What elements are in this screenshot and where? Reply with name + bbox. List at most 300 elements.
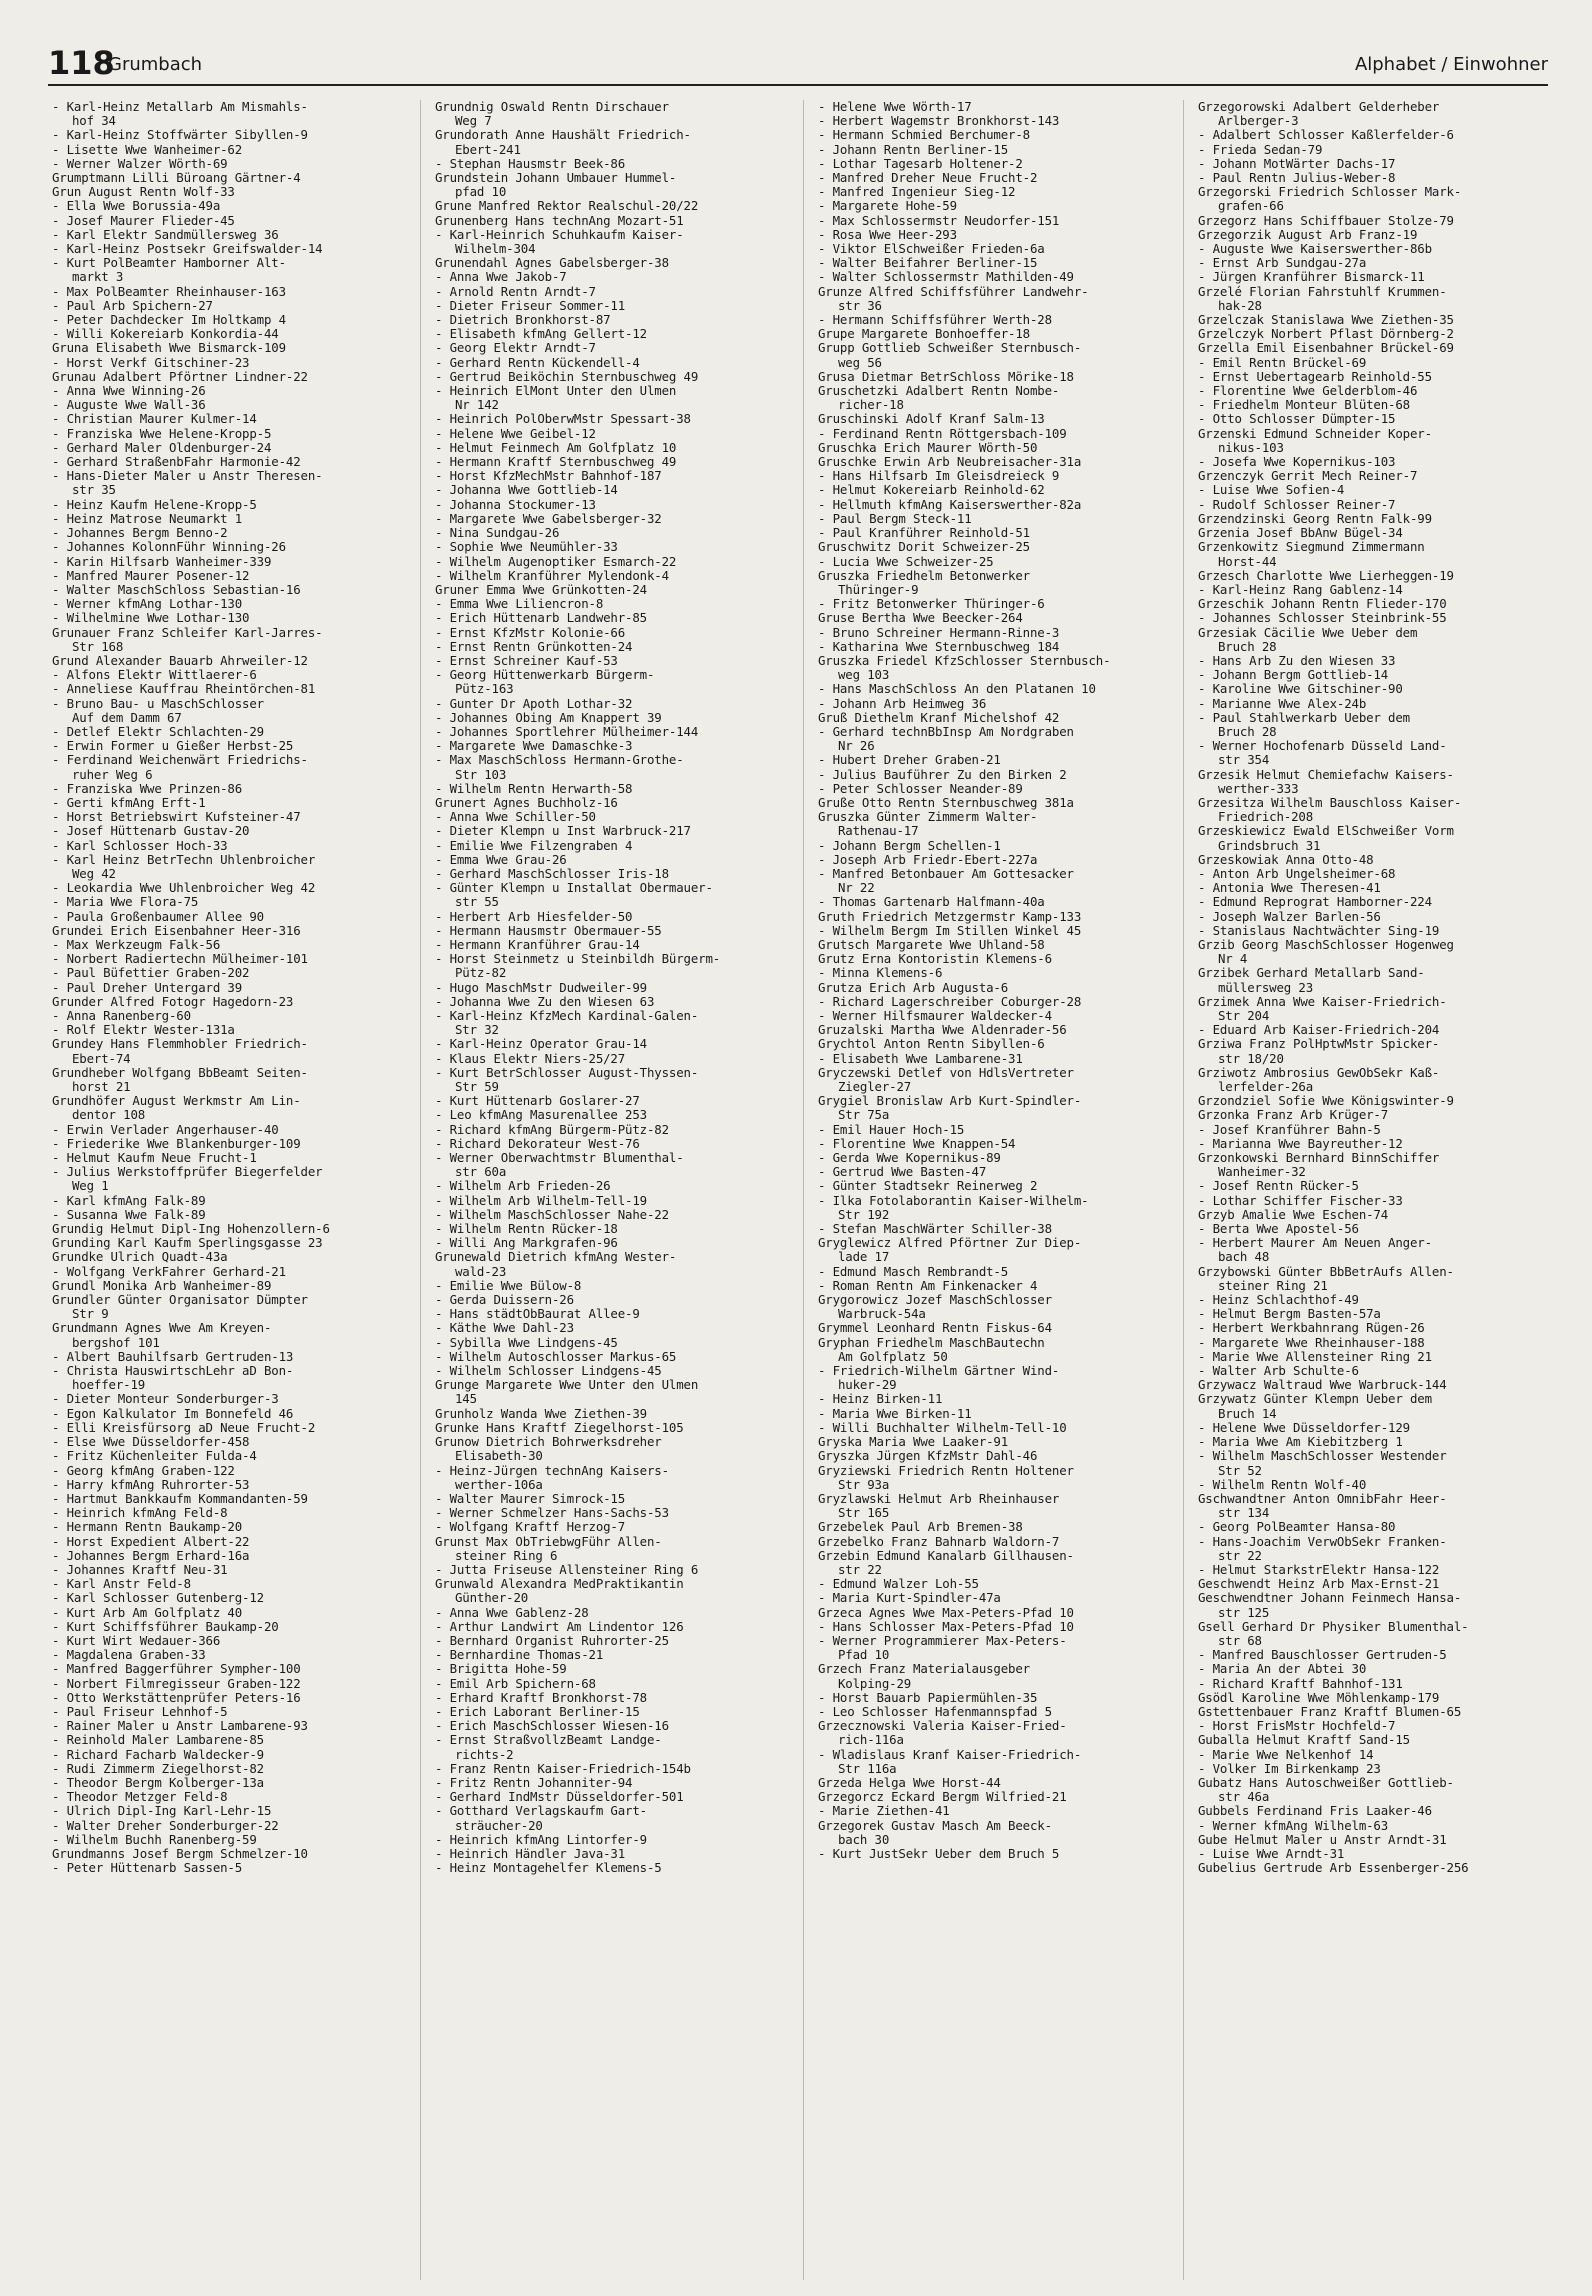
directory-entry: - Walter Schlossermstr Mathilden-49 xyxy=(818,269,1074,285)
directory-entry: - Walter Beifahrer Berliner-15 xyxy=(818,255,1038,271)
directory-entry: Gruschke Erwin Arb Neubreisacher-31a xyxy=(818,454,1082,470)
directory-entry: - Hermann Schmied Berchumer-8 xyxy=(818,127,1030,143)
directory-entry: - Hans städtObBaurat Allee-9 xyxy=(435,1306,640,1322)
directory-entry: - Karin Hilfsarb Wanheimer-339 xyxy=(52,553,272,569)
directory-entry: - Bruno Bau- u MaschSchlosser Auf dem Damm 67 xyxy=(52,695,264,725)
directory-entry: - Florentine Wwe Gelderblom-46 xyxy=(1198,383,1418,399)
directory-entry: - Katharina Wwe Sternbuschweg 184 xyxy=(818,638,1060,654)
directory-entry: - Bruno Schreiner Hermann-Rinne-3 xyxy=(818,624,1060,640)
directory-entry: Grundmanns Josef Bergm Schmelzer-10 xyxy=(52,1845,308,1861)
directory-entry: - Heinz-Jürgen technAng Kaisers- werther-106a xyxy=(435,1462,669,1492)
directory-entry: - Erwin Former u Gießer Herbst-25 xyxy=(52,738,294,754)
directory-entry: - Horst Betriebswirt Kufsteiner-47 xyxy=(52,809,301,825)
directory-entry: - Ferdinand Rentn Röttgersbach-109 xyxy=(818,425,1067,441)
directory-entry: - Margarete Hohe-59 xyxy=(818,198,957,214)
directory-entry: - Erhard Kraftf Bronkhorst-78 xyxy=(435,1689,647,1705)
directory-entry: - Maria Kurt-Spindler-47a xyxy=(818,1590,1001,1606)
directory-entry: - Josef Kranführer Bahn-5 xyxy=(1198,1121,1381,1137)
directory-entry: Grzegorski Friedrich Schlosser Mark- grafen-66 xyxy=(1198,184,1462,214)
directory-entry: - Anna Wwe Jakob-7 xyxy=(435,269,567,285)
directory-entry: Grygiel Bronislaw Arb Kurt-Spindler- Str 75a xyxy=(818,1093,1082,1123)
column-3 xyxy=(818,100,1158,2280)
directory-entry: Grzenski Edmund Schneider Koper- nikus-103 xyxy=(1198,425,1432,455)
directory-entry: - Heinz Kaufm Helene-Kropp-5 xyxy=(52,496,257,512)
directory-entry: Grun August Rentn Wolf-33 xyxy=(52,184,235,200)
directory-entry: - Otto Schlosser Dümpter-15 xyxy=(1198,411,1396,427)
directory-entry: Grzeskowiak Anna Otto-48 xyxy=(1198,851,1374,867)
directory-entry: - Erwin Verlader Angerhauser-40 xyxy=(52,1121,279,1137)
directory-entry: - Ernst StraßvollzBeamt Landge- richts-2 xyxy=(435,1732,662,1762)
directory-entry: - Volker Im Birkenkamp 23 xyxy=(1198,1760,1381,1776)
directory-entry: Grzywacz Waltraud Wwe Warbruck-144 xyxy=(1198,1377,1447,1393)
directory-entry: Grymmel Leonhard Rentn Fiskus-64 xyxy=(818,1320,1052,1336)
directory-entry: - Johannes Obing Am Knappert 39 xyxy=(435,709,662,725)
column-divider xyxy=(803,100,804,2280)
directory-entry: - Marie Ziethen-41 xyxy=(818,1803,950,1819)
directory-entry: Gryczewski Detlef von HdlsVertreter Ziegler-27 xyxy=(818,1064,1074,1095)
directory-entry: - Heinrich Händler Java-31 xyxy=(435,1845,626,1861)
directory-entry: - Roman Rentn Am Finkenacker 4 xyxy=(818,1277,1038,1293)
directory-entry: - Horst Expedient Albert-22 xyxy=(52,1533,250,1549)
directory-entry: - Hans-Joachim VerwObSekr Franken- str 22 xyxy=(1198,1533,1447,1563)
directory-entry: Grzegorz Hans Schiffbauer Stolze-79 xyxy=(1198,212,1454,228)
directory-entry: - Walter MaschSchloss Sebastian-16 xyxy=(52,581,301,597)
column-4 xyxy=(1198,100,1538,2280)
directory-entry: - Hans Arb Zu den Wiesen 33 xyxy=(1198,652,1396,668)
directory-entry: - Emilie Wwe Filzengraben 4 xyxy=(435,837,633,853)
directory-entry: - Kurt JustSekr Ueber dem Bruch 5 xyxy=(818,1845,1060,1861)
directory-entry: - Karl Schlosser Hoch-33 xyxy=(52,837,228,853)
directory-entry: Grzelczak Stanislawa Wwe Ziethen-35 xyxy=(1198,312,1454,328)
directory-entry: - Rudolf Schlosser Reiner-7 xyxy=(1198,496,1396,512)
directory-entry: - Ernst Uebertagearb Reinhold-55 xyxy=(1198,368,1432,384)
directory-entry: Gryska Maria Wwe Laaker-91 xyxy=(818,1434,1009,1450)
directory-entry: - Alfons Elektr Wittlaerer-6 xyxy=(52,667,257,683)
directory-entry: - Walter Arb Schulte-6 xyxy=(1198,1363,1359,1379)
directory-entry: - Karl Elektr Sandmüllersweg 36 xyxy=(52,226,279,242)
directory-entry: - Wilhelm Kranführer Mylendonk-4 xyxy=(435,567,669,583)
directory-entry: - Kurt BetrSchlosser August-Thyssen- Str 59 xyxy=(435,1064,699,1095)
directory-entry: - Georg PolBeamter Hansa-80 xyxy=(1198,1519,1396,1535)
directory-entry: Grzendzinski Georg Rentn Falk-99 xyxy=(1198,510,1432,526)
directory-entry: Gruschinski Adolf Kranf Salm-13 xyxy=(818,411,1045,427)
directory-entry: - Wilhelm MaschSchlosser Nahe-22 xyxy=(435,1206,669,1222)
directory-entry: - Franziska Wwe Prinzen-86 xyxy=(52,780,243,796)
directory-entry: - Horst Verkf Gitschiner-23 xyxy=(52,354,250,370)
directory-entry: - Kurt PolBeamter Hamborner Alt- markt 3 xyxy=(52,255,286,285)
directory-entry: - Hans Hilfsarb Im Gleisdreieck 9 xyxy=(818,468,1060,484)
directory-entry: - Thomas Gartenarb Halfmann-40a xyxy=(818,894,1045,910)
directory-entry: - Wilhelm Schlosser Lindgens-45 xyxy=(435,1363,662,1379)
directory-entry: - Leokardia Wwe Uhlenbroicher Weg 42 xyxy=(52,880,316,896)
page-header xyxy=(48,44,1548,86)
directory-entry: - Magdalena Graben-33 xyxy=(52,1647,206,1663)
directory-entry: - Else Wwe Düsseldorfer-458 xyxy=(52,1434,250,1450)
directory-entry: - Kurt Hüttenarb Goslarer-27 xyxy=(435,1093,640,1109)
directory-entry: Grzimek Anna Wwe Kaiser-Friedrich- Str 204 xyxy=(1198,993,1447,1023)
directory-entry: - Horst Bauarb Papiermühlen-35 xyxy=(818,1689,1038,1705)
directory-entry: - Wilhelm MaschSchlosser Westender Str 52 xyxy=(1198,1448,1447,1478)
directory-entry: - Heinz Birken-11 xyxy=(818,1391,943,1407)
directory-entry: - Hermann Schiffsführer Werth-28 xyxy=(818,312,1052,328)
directory-entry: Grzondziel Sofie Wwe Königswinter-9 xyxy=(1198,1093,1454,1109)
directory-entry: Grzebin Edmund Kanalarb Gillhausen- str 22 xyxy=(818,1547,1074,1577)
directory-entry: - Heinz Matrose Neumarkt 1 xyxy=(52,510,243,526)
directory-entry: - Helmut Feinmech Am Golfplatz 10 xyxy=(435,439,677,455)
directory-entry: - Detlef Elektr Schlachten-29 xyxy=(52,723,264,739)
directory-entry: Grunke Hans Kraftf Ziegelhorst-105 xyxy=(435,1419,684,1435)
directory-entry: - Ferdinand Weichenwärt Friedrichs- ruher Weg 6 xyxy=(52,752,308,782)
directory-entry: - Wilhelmine Wwe Lothar-130 xyxy=(52,610,250,626)
directory-entry: Grzesiak Cäcilie Wwe Ueber dem Bruch 28 xyxy=(1198,624,1418,654)
directory-entry: Grunewald Dietrich kfmAng Wester- wald-23 xyxy=(435,1249,677,1279)
column-divider xyxy=(1183,100,1184,2280)
directory-entry: - Gertrud Wwe Basten-47 xyxy=(818,1164,987,1180)
directory-entry: Gryziewski Friedrich Rentn Holtener Str 93a xyxy=(818,1462,1074,1492)
directory-entry: Grziwa Franz PolHptwMstr Spicker- str 18/20 xyxy=(1198,1036,1440,1066)
directory-entry: - Dieter Klempn u Inst Warbruck-217 xyxy=(435,823,691,839)
directory-entry: Grundheber Wolfgang BbBeamt Seiten- horst 21 xyxy=(52,1064,308,1095)
directory-entry: - Richard kfmAng Bürgerm-Pütz-82 xyxy=(435,1121,669,1137)
directory-entry: - Erich Hüttenarb Landwehr-85 xyxy=(435,610,647,626)
directory-entry: - Bernhardine Thomas-21 xyxy=(435,1647,604,1663)
directory-entry: - Karl-Heinz Rang Gablenz-14 xyxy=(1198,581,1403,597)
directory-entry: - Werner Hilfsmaurer Waldecker-4 xyxy=(818,1008,1052,1023)
directory-entry: - Ernst Schreiner Kauf-53 xyxy=(435,652,618,668)
directory-entry: - Hans Schlosser Max-Peters-Pfad 10 xyxy=(818,1618,1074,1634)
directory-entry: - Heinrich PolOberwMstr Spessart-38 xyxy=(435,411,691,427)
directory-entry: - Heinrich kfmAng Lintorfer-9 xyxy=(435,1831,647,1847)
directory-entry: - Max Schlossermstr Neudorfer-151 xyxy=(818,212,1060,228)
directory-entry: - Sophie Wwe Neumühler-33 xyxy=(435,539,618,555)
directory-entry: Grunwald Alexandra MedPraktikantin Günther-20 xyxy=(435,1576,684,1606)
directory-entry: Grzeca Agnes Wwe Max-Peters-Pfad 10 xyxy=(818,1604,1074,1620)
section-title: Alphabet / Einwohner xyxy=(1354,54,1548,75)
directory-entry: - Frieda Sedan-79 xyxy=(1198,141,1323,157)
directory-entry: - Lucia Wwe Schweizer-25 xyxy=(818,553,994,569)
directory-entry: - Georg Elektr Arndt-7 xyxy=(435,340,596,356)
directory-entry: - Franziska Wwe Helene-Kropp-5 xyxy=(52,425,272,441)
directory-entry: - Norbert Filmregisseur Graben-122 xyxy=(52,1675,301,1691)
directory-entry: - Theodor Bergm Kolberger-13a xyxy=(52,1774,264,1790)
page-number: 118 xyxy=(48,44,115,82)
directory-entry: - Paul Rentn Julius-Weber-8 xyxy=(1198,170,1396,186)
directory-entry: Grzegorowski Adalbert Gelderheber Arlberger-3 xyxy=(1198,100,1440,129)
directory-entry: Grupp Gottlieb Schweißer Sternbusch- weg 56 xyxy=(818,340,1082,370)
directory-entry: Grzegorcz Eckard Bergm Wilfried-21 xyxy=(818,1789,1067,1805)
directory-entry: Grundler Günter Organisator Dümpter Str 9 xyxy=(52,1292,308,1322)
directory-entry: Grzeskiewicz Ewald ElSchweißer Vorm Grindsbruch 31 xyxy=(1198,823,1454,853)
directory-entry: - Anna Ranenberg-60 xyxy=(52,1008,191,1023)
directory-entry: Grzonkowski Bernhard BinnSchiffer Wanheimer-32 xyxy=(1198,1150,1440,1180)
directory-entry: - Fritz Betonwerker Thüringer-6 xyxy=(818,596,1045,612)
directory-entry: Grundnig Oswald Rentn Dirschauer Weg 7 xyxy=(435,100,669,129)
directory-entry: - Florentine Wwe Knappen-54 xyxy=(818,1135,1016,1151)
directory-entry: Gruna Elisabeth Wwe Bismarck-109 xyxy=(52,340,286,356)
directory-entry: - Manfred Maurer Posener-12 xyxy=(52,567,250,583)
directory-entry: - Johanna Wwe Zu den Wiesen 63 xyxy=(435,993,655,1009)
directory-entry: - Paul Dreher Untergard 39 xyxy=(52,979,243,995)
directory-entry: - Werner Walzer Wörth-69 xyxy=(52,155,228,171)
directory-entry: - Herbert Maurer Am Neuen Anger- bach 48 xyxy=(1198,1235,1432,1265)
directory-entry: - Anton Arb Ungelsheimer-68 xyxy=(1198,865,1396,881)
directory-entry: - Johannes Bergm Benno-2 xyxy=(52,525,228,541)
directory-entry: Grundke Ulrich Quadt-43a xyxy=(52,1249,228,1265)
directory-entry: - Käthe Wwe Dahl-23 xyxy=(435,1320,574,1336)
directory-entry: - Margarete Wwe Damaschke-3 xyxy=(435,738,633,754)
directory-entry: Grunding Karl Kaufm Sperlingsgasse 23 xyxy=(52,1235,323,1251)
directory-entry: - Peter Schlosser Neander-89 xyxy=(818,780,1023,796)
directory-entry: - Friedhelm Monteur Blüten-68 xyxy=(1198,397,1410,413)
directory-entry: Grusa Dietmar BetrSchloss Mörike-18 xyxy=(818,368,1074,384)
directory-entry: - Emma Wwe Grau-26 xyxy=(435,851,567,867)
directory-entry: - Richard Kraftf Bahnhof-131 xyxy=(1198,1675,1403,1691)
directory-entry: - Werner Oberwachtmstr Blumenthal- str 60a xyxy=(435,1150,684,1180)
directory-entry: - Leo Schlosser Hafenmannspfad 5 xyxy=(818,1703,1052,1719)
directory-entry: - Margarete Wwe Rheinhauser-188 xyxy=(1198,1334,1425,1350)
directory-entry: - Gerhard technBbInsp Am Nordgraben Nr 26 xyxy=(818,723,1074,754)
directory-entry: - Albert Bauhilfsarb Gertruden-13 xyxy=(52,1348,294,1364)
directory-entry: - Gunter Dr Apoth Lothar-32 xyxy=(435,695,633,711)
directory-entry: - Emilie Wwe Bülow-8 xyxy=(435,1277,582,1293)
directory-entry: - Karl-Heinz KfzMech Kardinal-Galen- Str 32 xyxy=(435,1008,699,1038)
directory-entry: - Johannes Kraftf Neu-31 xyxy=(52,1561,228,1577)
directory-entry: - Josef Maurer Flieder-45 xyxy=(52,212,235,228)
directory-entry: - Lothar Schiffer Fischer-33 xyxy=(1198,1192,1403,1208)
directory-entry: Geschwendt Heinz Arb Max-Ernst-21 xyxy=(1198,1576,1440,1592)
directory-entry: - Stanislaus Nachtwächter Sing-19 xyxy=(1198,922,1440,938)
directory-entry: - Wilhelm Bergm Im Stillen Winkel 45 xyxy=(818,922,1082,938)
directory-entry: - Hermann Hausmstr Obermauer-55 xyxy=(435,922,662,938)
directory-entry: - Max MaschSchloss Hermann-Grothe- Str 103 xyxy=(435,752,684,782)
directory-entry: - Hartmut Bankkaufm Kommandanten-59 xyxy=(52,1490,308,1506)
directory-entry: - Johannes Schlosser Steinbrink-55 xyxy=(1198,610,1447,626)
directory-entry: - Max PolBeamter Rheinhauser-163 xyxy=(52,283,286,299)
directory-entry: - Anna Wwe Schiller-50 xyxy=(435,809,596,825)
directory-entry: - Karl-Heinz Metallarb Am Mismahls- hof 34 xyxy=(52,100,308,129)
directory-entry: Grziwotz Ambrosius GewObSekr Kaß- lerfelder-26a xyxy=(1198,1064,1440,1095)
directory-entry: - Karl-Heinrich Schuhkaufm Kaiser- Wilhelm-304 xyxy=(435,226,684,257)
directory-entry: - Luise Wwe Sofien-4 xyxy=(1198,482,1345,498)
directory-entry: - Werner kfmAng Lothar-130 xyxy=(52,596,243,612)
directory-entry: - Karoline Wwe Gitschiner-90 xyxy=(1198,681,1403,697)
directory-entry: - Horst Steinmetz u Steinbildh Bürgerm- Pütz-82 xyxy=(435,951,721,981)
directory-entry: - Maria Wwe Birken-11 xyxy=(818,1405,972,1421)
directory-entry: - Emma Wwe Liliencron-8 xyxy=(435,596,604,612)
directory-entry: Grunau Adalbert Pförtner Lindner-22 xyxy=(52,368,308,384)
directory-entry: - Berta Wwe Apostel-56 xyxy=(1198,1221,1359,1237)
directory-entry: - Hermann Kranführer Grau-14 xyxy=(435,936,640,952)
directory-entry: Grunert Agnes Buchholz-16 xyxy=(435,794,618,810)
directory-entry: - Auguste Wwe Kaiserswerther-86b xyxy=(1198,241,1432,257)
directory-entry: - Anneliese Kauffrau Rheintörchen-81 xyxy=(52,681,316,697)
directory-entry: Gubatz Hans Autoschweißer Gottlieb- str 46a xyxy=(1198,1774,1454,1805)
directory-entry: - Helene Wwe Düsseldorfer-129 xyxy=(1198,1419,1410,1435)
directory-entry: Grzegorzik August Arb Franz-19 xyxy=(1198,226,1418,242)
directory-entry: - Edmund Masch Rembrandt-5 xyxy=(818,1263,1009,1279)
directory-entry: - Maria An der Abtei 30 xyxy=(1198,1661,1367,1677)
directory-entry: - Emil Hauer Hoch-15 xyxy=(818,1121,965,1137)
directory-entry: - Willi Kokereiarb Konkordia-44 xyxy=(52,326,279,342)
directory-entry: - Hermann Kraftf Sternbuschweg 49 xyxy=(435,454,677,470)
directory-entry: - Richard Lagerschreiber Coburger-28 xyxy=(818,993,1082,1009)
directory-entry: - Wilhelm Arb Frieden-26 xyxy=(435,1178,611,1194)
directory-entry: Grutsch Margarete Wwe Uhland-58 xyxy=(818,936,1045,952)
directory-entry: - Walter Maurer Simrock-15 xyxy=(435,1490,626,1506)
directory-entry: - Ella Wwe Borussia-49a xyxy=(52,198,221,214)
directory-entry: - Georg Hüttenwerkarb Bürgerm- Pütz-163 xyxy=(435,667,655,697)
directory-entry: - Heinrich kfmAng Feld-8 xyxy=(52,1505,228,1521)
directory-entry: - Manfred Bauschlosser Gertruden-5 xyxy=(1198,1647,1447,1663)
directory-entry: Grzesch Charlotte Wwe Lierheggen-19 xyxy=(1198,567,1454,583)
directory-entry: - Hans-Dieter Maler u Anstr Theresen- str 35 xyxy=(52,468,323,498)
directory-entry: - Wilhelm Augenoptiker Esmarch-22 xyxy=(435,553,677,569)
directory-entry: Gryglewicz Alfred Pförtner Zur Diep- lade 17 xyxy=(818,1235,1082,1265)
directory-entry: - Hermann Rentn Baukamp-20 xyxy=(52,1519,243,1535)
directory-entry: - Johannes KolonnFühr Winning-26 xyxy=(52,539,286,555)
directory-entry: - Ernst KfzMstr Kolonie-66 xyxy=(435,624,626,640)
column-1 xyxy=(52,100,392,2280)
directory-entry: Grundhöfer August Werkmstr Am Lin- dentor 108 xyxy=(52,1093,301,1123)
directory-entry: Grunst Max ObTriebwgFühr Allen- steiner Ring 6 xyxy=(435,1533,662,1563)
directory-entry: - Max Werkzeugm Falk-56 xyxy=(52,936,221,952)
directory-entry: - Karl-Heinz Postsekr Greifswalder-14 xyxy=(52,241,323,257)
directory-entry: - Wilhelm Arb Wilhelm-Tell-19 xyxy=(435,1192,647,1208)
directory-entry: Gruth Friedrich Metzgermstr Kamp-133 xyxy=(818,908,1082,924)
directory-entry: - Christian Maurer Kulmer-14 xyxy=(52,411,257,427)
directory-entry: - Ernst Rentn Grünkotten-24 xyxy=(435,638,633,654)
directory-entry: - Johann Bergm Gottlieb-14 xyxy=(1198,667,1389,683)
directory-entry: - Herbert Arb Hiesfelder-50 xyxy=(435,908,633,924)
directory-entry: - Jürgen Kranführer Bismarck-11 xyxy=(1198,269,1425,285)
directory-entry: - Werner Schmelzer Hans-Sachs-53 xyxy=(435,1505,669,1521)
directory-entry: Gryzlawski Helmut Arb Rheinhauser Str 165 xyxy=(818,1490,1060,1521)
directory-entry: - Luise Wwe Arndt-31 xyxy=(1198,1845,1345,1861)
directory-entry: Grzenkowitz Siegmund Zimmermann Horst-44 xyxy=(1198,539,1425,569)
directory-entry: - Günter Klempn u Installat Obermauer- str 55 xyxy=(435,880,713,910)
directory-entry: Grzesik Helmut Chemiefachw Kaisers- werther-333 xyxy=(1198,766,1454,796)
directory-entry: - Wilhelm Rentn Herwarth-58 xyxy=(435,780,633,796)
directory-entry: - Johann Bergm Schellen-1 xyxy=(818,837,1001,853)
directory-entry: - Lisette Wwe Wanheimer-62 xyxy=(52,141,243,157)
directory-entry: - Nina Sundgau-26 xyxy=(435,525,560,541)
directory-entry: - Gerhard IndMstr Düsseldorfer-501 xyxy=(435,1789,684,1805)
directory-entry: - Josef Hüttenarb Gustav-20 xyxy=(52,823,250,839)
directory-entry: - Paul Bergm Steck-11 xyxy=(818,510,972,526)
directory-entry: - Fritz Rentn Johanniter-94 xyxy=(435,1774,633,1790)
directory-entry: Gruschka Erich Maurer Wörth-50 xyxy=(818,439,1038,455)
directory-entry: Grzebelek Paul Arb Bremen-38 xyxy=(818,1519,1023,1535)
place-name: Grumbach xyxy=(108,54,203,75)
directory-entry: - Marianna Wwe Bayreuther-12 xyxy=(1198,1135,1403,1151)
directory-entry: Grunow Dietrich Bohrwerksdreher Elisabeth-30 xyxy=(435,1434,662,1464)
directory-entry: - Karl-Heinz Stoffwärter Sibyllen-9 xyxy=(52,127,308,143)
directory-entry: - Horst KfzMechMstr Bahnhof-187 xyxy=(435,468,662,484)
directory-entry: - Arthur Landwirt Am Lindentor 126 xyxy=(435,1618,684,1634)
directory-entry: Grzyb Amalie Wwe Eschen-74 xyxy=(1198,1206,1389,1222)
directory-entry: Grupe Margarete Bonhoeffer-18 xyxy=(818,326,1030,342)
directory-entry: - Josefa Wwe Kopernikus-103 xyxy=(1198,454,1396,470)
directory-entry: Gruzalski Martha Wwe Aldenrader-56 xyxy=(818,1022,1067,1038)
directory-entry: - Werner kfmAng Wilhelm-63 xyxy=(1198,1817,1389,1833)
directory-entry: - Fritz Küchenleiter Fulda-4 xyxy=(52,1448,257,1464)
directory-entry: Gruße Otto Rentn Sternbuschweg 381a xyxy=(818,794,1074,810)
directory-entry: - Gerhard StraßenbFahr Harmonie-42 xyxy=(52,454,301,470)
directory-entry: Gruszka Friedhelm Betonwerker Thüringer-9 xyxy=(818,567,1030,597)
directory-entry: - Gerda Wwe Kopernikus-89 xyxy=(818,1150,1001,1166)
directory-entry: - Wladislaus Kranf Kaiser-Friedrich- Str 116a xyxy=(818,1746,1082,1776)
directory-entry: Grzenia Josef BbAnw Bügel-34 xyxy=(1198,525,1403,541)
directory-entry: - Kurt Arb Am Golfplatz 40 xyxy=(52,1604,243,1620)
directory-entry: - Peter Hüttenarb Sassen-5 xyxy=(52,1860,243,1876)
directory-entry: - Wilhelm Autoschlosser Markus-65 xyxy=(435,1348,677,1364)
directory-entry: Grzonka Franz Arb Krüger-7 xyxy=(1198,1107,1389,1123)
directory-entry: Gubelius Gertrude Arb Essenberger-256 xyxy=(1198,1860,1469,1876)
directory-entry: - Heinrich ElMont Unter den Ulmen Nr 142 xyxy=(435,383,677,413)
directory-entry: Grundmann Agnes Wwe Am Kreyen- bergshof 101 xyxy=(52,1320,272,1350)
directory-entry: - Hubert Dreher Graben-21 xyxy=(818,752,1001,768)
directory-entry: - Eduard Arb Kaiser-Friedrich-204 xyxy=(1198,1022,1440,1038)
directory-entry: Gschwandtner Anton OmnibFahr Heer- str 134 xyxy=(1198,1490,1447,1521)
directory-entry: - Helmut Kaufm Neue Frucht-1 xyxy=(52,1150,257,1166)
directory-entry: Grzech Franz Materialausgeber Kolping-29 xyxy=(818,1661,1030,1691)
directory-entry: - Erich Laborant Berliner-15 xyxy=(435,1703,640,1719)
directory-entry: - Rolf Elektr Wester-131a xyxy=(52,1022,235,1038)
directory-entry: - Gotthard Verlagskaufm Gart- sträucher-20 xyxy=(435,1803,647,1833)
directory-entry: - Paul Stahlwerkarb Ueber dem Bruch 28 xyxy=(1198,709,1410,739)
directory-entry: Grumptmann Lilli Büroang Gärtner-4 xyxy=(52,170,301,186)
directory-entry: - Georg kfmAng Graben-122 xyxy=(52,1462,235,1478)
directory-entry: Grunenberg Hans technAng Mozart-51 xyxy=(435,212,684,228)
directory-entry: Grundl Monika Arb Wanheimer-89 xyxy=(52,1277,272,1293)
directory-entry: - Franz Rentn Kaiser-Friedrich-154b xyxy=(435,1760,691,1776)
directory-entry: Grutz Erna Kontoristin Klemens-6 xyxy=(818,951,1052,967)
directory-entry: - Günter Stadtsekr Reinerweg 2 xyxy=(818,1178,1038,1194)
directory-entry: - Marie Wwe Allensteiner Ring 21 xyxy=(1198,1348,1432,1364)
directory-entry: - Auguste Wwe Wall-36 xyxy=(52,397,206,413)
directory-entry: - Emil Arb Spichern-68 xyxy=(435,1675,596,1691)
directory-entry: Grune Manfred Rektor Realschul-20/22 xyxy=(435,198,699,214)
directory-entry: Grundig Helmut Dipl-Ing Hohenzollern-6 xyxy=(52,1221,330,1237)
directory-entry: - Karl kfmAng Falk-89 xyxy=(52,1192,206,1208)
directory-entry: Grygorowicz Jozef MaschSchlosser Warbruck-54a xyxy=(818,1292,1052,1322)
directory-entry: Gubbels Ferdinand Fris Laaker-46 xyxy=(1198,1803,1432,1819)
directory-entry: - Friederike Wwe Blankenburger-109 xyxy=(52,1135,301,1151)
directory-entry: - Rudi Zimmerm Ziegelhorst-82 xyxy=(52,1760,264,1776)
directory-entry: - Wolfgang Kraftf Herzog-7 xyxy=(435,1519,626,1535)
directory-entry: Gruschwitz Dorit Schweizer-25 xyxy=(818,539,1030,555)
directory-entry: Gruszka Friedel KfzSchlosser Sternbusch- weg 103 xyxy=(818,652,1111,683)
directory-entry: - Johannes Sportlehrer Mülheimer-144 xyxy=(435,723,699,739)
directory-entry: - Erich MaschSchlosser Wiesen-16 xyxy=(435,1718,669,1734)
directory-entry: - Anna Wwe Winning-26 xyxy=(52,383,206,399)
directory-entry: Grundstein Johann Umbauer Hummel- pfad 10 xyxy=(435,170,677,200)
directory-entry: Grzelé Florian Fahrstuhlf Krummen- hak-28 xyxy=(1198,283,1447,313)
directory-entry: - Karl Schlosser Gutenberg-12 xyxy=(52,1590,264,1606)
directory-entry: - Paul Friseur Lehnhof-5 xyxy=(52,1703,228,1719)
directory-entry: - Manfred Betonbauer Am Gottesacker Nr 22 xyxy=(818,865,1074,896)
directory-entry: Grzecznowski Valeria Kaiser-Fried- rich-116a xyxy=(818,1718,1067,1748)
directory-entry: - Richard Dekorateur West-76 xyxy=(435,1135,640,1151)
directory-entry: - Herbert Wagemstr Bronkhorst-143 xyxy=(818,113,1060,129)
directory-entry: - Rosa Wwe Heer-293 xyxy=(818,226,957,242)
directory-entry: - Maria Wwe Flora-75 xyxy=(52,894,199,910)
directory-entry: Gruß Diethelm Kranf Michelshof 42 xyxy=(818,709,1060,725)
directory-entry: - Gerda Duissern-26 xyxy=(435,1292,574,1308)
directory-entry: Guballa Helmut Kraftf Sand-15 xyxy=(1198,1732,1410,1748)
directory-entry: - Johanna Stockumer-13 xyxy=(435,496,596,512)
directory-entry: - Wilhelm Rentn Rücker-18 xyxy=(435,1221,618,1237)
